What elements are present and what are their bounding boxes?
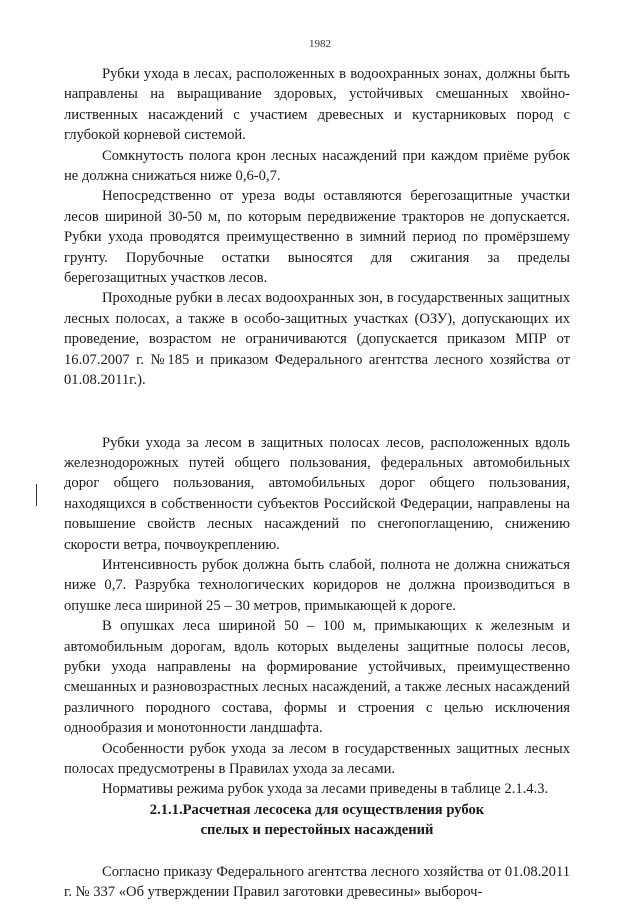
document-body (64, 64, 570, 903)
paragraph: Рубки ухода за лесом в защитных полосах лесов, расположенных вдоль железнодорожных путей общего пользования, федеральных автомобильных дорог общего пользования, автомобильных дорог общего пользования, находящихся в собственности субъектов Российской Федерации, направлены на повышение свойств лесных насаждений по снегопоглащению, снижению скорости ветра, почвоукреплению. (64, 434, 570, 553)
paragraph: Непосредственно от уреза воды оставляются берегозащитные участки лесов шириной 30-50 м, по которым передвижение тракторов не допускается. Рубки ухода проводятся преимущественно в зимний период по промёрзшему грунту. Порубочные остатки выносятся для сжигания за пределы берегозащитных участков лесов. (64, 188, 570, 287)
page-number: 1982 (309, 38, 331, 50)
paragraph: Рубки ухода в лесах, расположенных в водоохранных зонах, должны быть направлены на выращивание здоровых, устойчивых смешанных хвойно-лиственных насаждений с участием древесных и кустарниковых пород с глубокой корневой системой. (64, 66, 570, 144)
paragraph: Сомкнутость полога крон лесных насаждений при каждом приёме рубок не должна снижаться ниже 0,6-0,7. (64, 147, 570, 185)
paragraph: Нормативы режима рубок ухода за лесами приведены в таблице 2.1.4.3. (102, 781, 549, 798)
section-gap (64, 391, 570, 433)
margin-mark (36, 484, 37, 506)
paragraph: Проходные рубки в лесах водоохранных зон, в государственных защитных лесных полосах, а также в особо-защитных участках (ОЗУ), допускающих их проведение, возрастом не ограничиваются (допускается приказом МПР от 16.07.2007 г. №185 и приказом Федерального агентства лесного хозяйства от 01.08.2011г.). (64, 290, 570, 389)
section-heading-line-2: спелых и перестойных насаждений (200, 821, 434, 838)
section-heading-line-1: 2.1.1.Расчетная лесосека для осуществления рубок (149, 801, 485, 818)
paragraph: Согласно приказу Федерального агентства лесного хозяйства от 01.08.2011 г. № 337 «Об утверждении Правил заготовки древесины» выбороч- (64, 863, 570, 901)
heading-gap (64, 840, 570, 862)
paragraph: В опушках леса шириной 50 – 100 м, примыкающих к железным и автомобильным дорогам, вдоль которых выделены защитные полосы лесов, рубки ухода направлены на формирование устойчивых, преимущественно смешанных и разновозрастных лесных насаждений, а также лесных насаждений различного породного состава, формы и строения с целью исключения однообразия и монотонности ландшафта. (64, 618, 570, 737)
paragraph: Интенсивность рубок должна быть слабой, полнота не должна снижаться ниже 0,7. Разрубка технологических коридоров не должна производиться в опушке леса шириной 25 – 30 метров, примыкающей к дороге. (64, 556, 570, 614)
paragraph: Особенности рубок ухода за лесом в государственных защитных лесных полосах предусмотрены в Правилах ухода за лесами. (64, 740, 570, 777)
